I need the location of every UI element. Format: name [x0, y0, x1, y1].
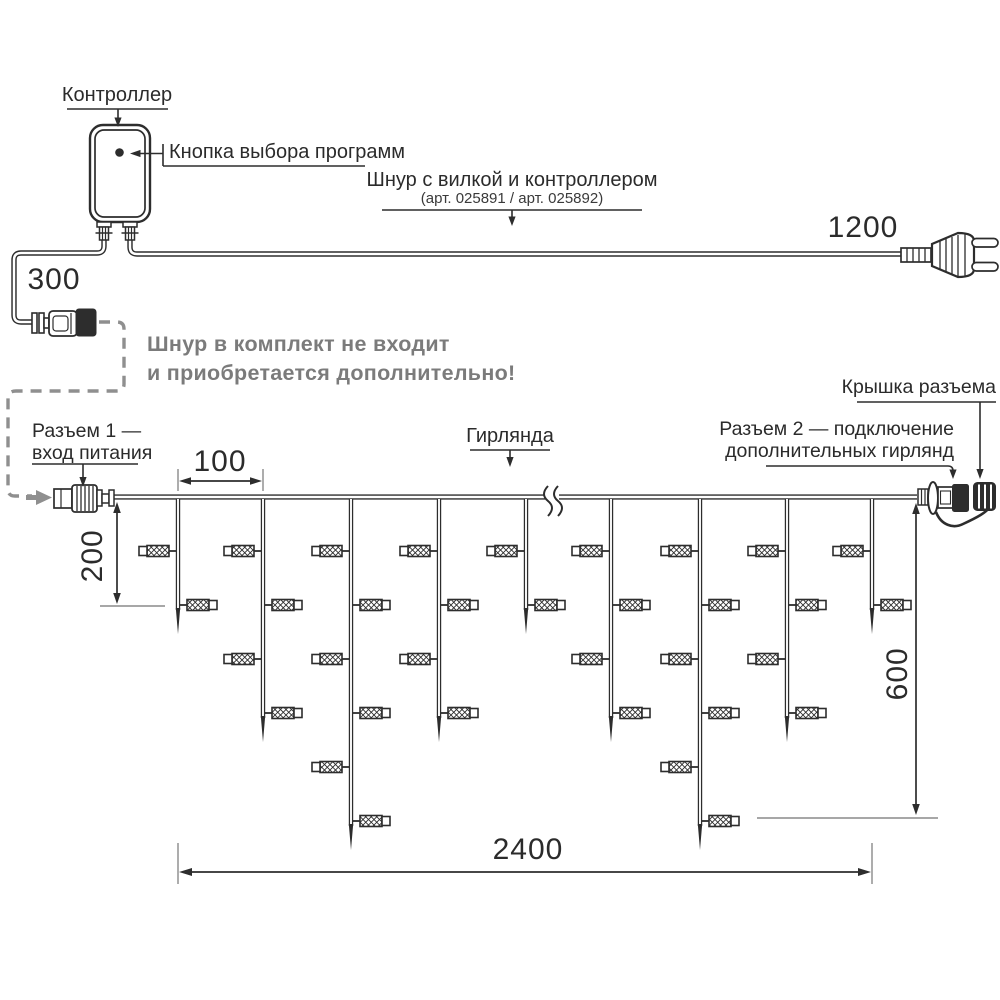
lamp-icon: [789, 600, 826, 611]
cord-articles-label: (арт. 025891 / арт. 025892): [420, 190, 604, 207]
controller-label: Контроллер: [61, 84, 173, 106]
plug-pin-bottom: [972, 263, 998, 272]
lamp-icon: [312, 654, 349, 665]
program-button-dot: [115, 148, 124, 157]
lamp-icon: [353, 600, 390, 611]
garland-drop: [487, 499, 565, 634]
connector-2-body: [952, 484, 969, 512]
lamp-icon: [702, 708, 739, 719]
gray-arrow-shaft: [26, 495, 37, 500]
lamp-icon: [789, 708, 826, 719]
dim-300-value: 300: [27, 263, 81, 296]
garland-drops: [139, 499, 911, 850]
leader-controller: [67, 109, 168, 127]
program-button-label: Кнопка выбора программ: [169, 141, 406, 163]
leader-connector-1: [32, 464, 138, 487]
plug-pin-top: [972, 239, 998, 248]
drop-tip: [609, 716, 613, 742]
power-plug: [901, 233, 998, 277]
garland-drop: [748, 499, 826, 742]
garland-drop: [661, 499, 739, 850]
dim-200-value: 200: [76, 529, 110, 583]
leader-cord-title: [382, 210, 642, 226]
lamp-icon: [748, 546, 785, 557]
drop-tip: [437, 716, 441, 742]
lamp-icon: [400, 546, 437, 557]
lamp-icon: [312, 762, 349, 773]
not-included-line2: и приобретается дополнительно!: [147, 360, 516, 385]
garland-drop: [572, 499, 650, 742]
lamp-icon: [572, 546, 609, 557]
lamp-icon: [572, 654, 609, 665]
lamp-icon: [661, 762, 698, 773]
garland-drop: [312, 499, 390, 850]
garland-label: Гирлянда: [466, 425, 554, 447]
connector-cap: [973, 482, 996, 511]
not-included-cord-dashed: [8, 322, 124, 505]
lamp-icon: [702, 816, 739, 827]
connector-2: [918, 482, 996, 526]
lamp-icon: [180, 600, 217, 611]
dim-600-value: 600: [881, 647, 915, 701]
connector-2-label-line1: Разъем 2 — подключение: [719, 418, 954, 440]
drop-tip: [261, 716, 265, 742]
lamp-icon: [400, 654, 437, 665]
garland-drop: [400, 499, 478, 742]
lamp-icon: [874, 600, 911, 611]
drop-tip: [698, 824, 702, 850]
controller-output-left: [96, 222, 113, 240]
lamp-icon: [613, 600, 650, 611]
lamp-icon: [702, 600, 739, 611]
lamp-icon: [661, 546, 698, 557]
lamp-icon: [528, 600, 565, 611]
lamp-icon: [441, 708, 478, 719]
controller-output-right: [122, 222, 139, 240]
lamp-icon: [265, 708, 302, 719]
connector-1-label-line2: вход питания: [32, 442, 153, 464]
lamp-icon: [312, 546, 349, 557]
drop-tip: [785, 716, 789, 742]
connector-2-label: [714, 418, 954, 462]
lamp-icon: [353, 708, 390, 719]
controller-box: [90, 125, 150, 240]
drop-tip: [349, 824, 353, 850]
connector-1-label-line1: Разъем 1 —: [32, 420, 142, 442]
dim-100-value: 100: [193, 445, 247, 478]
garland-drop: [139, 499, 217, 634]
lamp-icon: [833, 546, 870, 557]
gray-arrow-icon: [36, 490, 52, 505]
wire-break-icon: [544, 486, 562, 516]
dim-2400-value: 2400: [492, 833, 564, 866]
drop-tip: [870, 608, 874, 634]
dim-1200-value: 1200: [827, 211, 899, 244]
cord-end-connector: [32, 309, 96, 336]
leader-connector-2: [766, 466, 957, 479]
not-included-line1: Шнур в комплект не входит: [147, 332, 450, 356]
connector-2-label-line2: дополнительных гирлянд: [725, 440, 954, 462]
lamp-icon: [265, 600, 302, 611]
lamp-icon: [748, 654, 785, 665]
lamp-icon: [139, 546, 176, 557]
drop-tip: [176, 608, 180, 634]
connector-1-label: [32, 420, 152, 464]
cord-title-label: Шнур с вилкой и контроллером: [366, 169, 658, 191]
lamp-icon: [661, 654, 698, 665]
lamp-icon: [224, 654, 261, 665]
lamp-icon: [487, 546, 524, 557]
garland-drop: [833, 499, 911, 634]
drop-tip: [524, 608, 528, 634]
lamp-icon: [224, 546, 261, 557]
lamp-icon: [353, 816, 390, 827]
leader-garland: [470, 450, 550, 467]
not-included-note: [147, 330, 516, 387]
garland-drop: [224, 499, 302, 742]
lamp-icon: [613, 708, 650, 719]
cap-label: Крышка разъема: [841, 376, 996, 398]
lamp-icon: [441, 600, 478, 611]
plug-cord: [130, 240, 903, 254]
